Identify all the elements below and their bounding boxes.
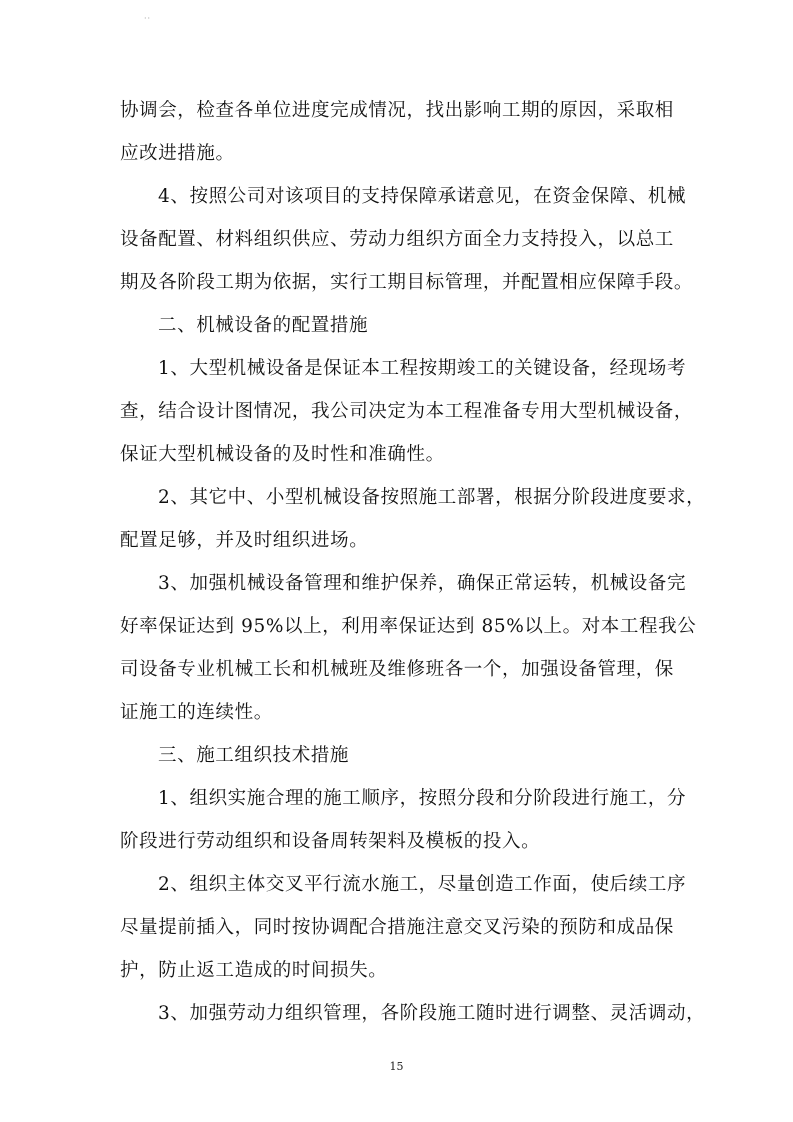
text-line: 协调会，检查各单位进度完成情况，找出影响工期的原因，采取相 bbox=[120, 100, 674, 121]
text-line: 司设备专业机械工长和机械班及维修班各一个，加强设备管理，保 bbox=[120, 659, 674, 680]
section-heading: 二、机械设备的配置措施 bbox=[158, 315, 369, 336]
text-line: 配置足够，并及时组织进场。 bbox=[120, 530, 369, 551]
text-line: 好率保证达到 95%以上，利用率保证达到 85%以上。对本工程我公 bbox=[120, 616, 697, 637]
text-line: 保证大型机械设备的及时性和准确性。 bbox=[120, 444, 445, 465]
text-line: 3、加强机械设备管理和维护保养，确保正常运转，机械设备完 bbox=[158, 573, 687, 594]
section-heading: 三、施工组织技术措施 bbox=[158, 745, 350, 766]
text-line: 1、大型机械设备是保证本工程按期竣工的关键设备，经现场考 bbox=[158, 358, 687, 379]
text-line: 护，防止返工造成的时间损失。 bbox=[120, 960, 388, 981]
text-line: 查，结合设计图情况，我公司决定为本工程准备专用大型机械设备， bbox=[120, 401, 694, 422]
text-line: 期及各阶段工期为依据，实行工期目标管理，并配置相应保障手段。 bbox=[120, 272, 694, 293]
text-line: 3、加强劳动力组织管理，各阶段施工随时进行调整、灵活调动， bbox=[158, 1003, 706, 1024]
page-number: 15 bbox=[389, 1060, 404, 1073]
text-line: 2、组织主体交叉平行流水施工，尽量创造工作面，使后续工序 bbox=[158, 874, 687, 895]
corner-mark: ·· bbox=[144, 14, 152, 23]
text-line: 尽量提前插入，同时按协调配合措施注意交叉污染的预防和成品保 bbox=[120, 917, 674, 938]
text-line: 1、组织实施合理的施工顺序，按照分段和分阶段进行施工，分 bbox=[158, 788, 687, 809]
text-line: 应改进措施。 bbox=[120, 143, 235, 164]
text-line: 阶段进行劳动组织和设备周转架料及模板的投入。 bbox=[120, 831, 541, 852]
text-line: 设备配置、材料组织供应、劳动力组织方面全力支持投入，以总工 bbox=[120, 229, 674, 250]
text-line: 4、按照公司对该项目的支持保障承诺意见，在资金保障、机械 bbox=[158, 186, 687, 207]
text-line: 2、其它中、小型机械设备按照施工部署，根据分阶段进度要求， bbox=[158, 487, 706, 508]
text-line: 证施工的连续性。 bbox=[120, 702, 273, 723]
